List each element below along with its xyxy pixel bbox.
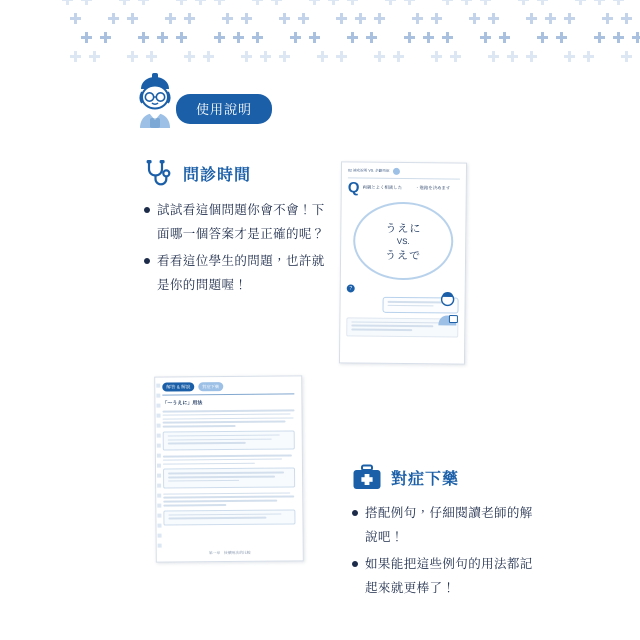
explanation-tag-sub: 對症下藥: [198, 382, 223, 391]
explanation-body-lines: [162, 409, 295, 525]
choice-vs: VS.: [396, 236, 410, 246]
doctor-illustration-icon: [434, 291, 460, 325]
divider: [162, 393, 294, 395]
question-letter: Q: [347, 179, 360, 197]
usage-badge: 使用說明: [176, 94, 272, 124]
list-item: 看看這位學生的問題，也許就是你的問題喔！: [144, 249, 330, 298]
question-text: 両親とよく相談した 、進路を決めます: [362, 184, 451, 191]
question-row: [342, 178, 466, 196]
example-box-2: [163, 468, 295, 488]
header-dot-icon: [392, 168, 399, 175]
list-item: 試試看這個問題你會不會！下面哪一個答案才是正確的呢？: [144, 198, 330, 247]
explanation-page-figure: [155, 376, 303, 562]
section-consultation: [144, 158, 330, 300]
explanation-footer: 第一章 接續用法的比較: [208, 550, 251, 556]
doctor-avatar: [128, 72, 182, 128]
example-box-1: [163, 430, 295, 450]
section-consultation-title: [144, 158, 330, 188]
section-treatment-label: 對症下藥: [391, 471, 460, 488]
example-box-3: [163, 509, 295, 526]
first-aid-kit-icon: [352, 464, 382, 491]
stethoscope-icon: [144, 158, 174, 188]
choice-bottom: うえで: [385, 249, 422, 262]
section-treatment-bullets: [352, 501, 542, 601]
choice-oval: [353, 201, 454, 280]
section-treatment-title: [352, 464, 542, 491]
question-page-figure: [340, 162, 466, 364]
student-badge: ?: [347, 284, 355, 292]
explanation-page-preview: [154, 375, 304, 562]
section-consultation-bullets: [144, 198, 330, 298]
list-item: 搭配例句，仔細閱讀老師的解說吧！: [352, 501, 542, 550]
explanation-tag-main: 解答 & 解說: [162, 382, 194, 391]
cross-pattern-band: [62, 0, 640, 70]
question-page-preview: [339, 161, 467, 364]
choice-top: うえに: [385, 222, 422, 235]
question-page-header-text: 02 補充說明 VS. 企劃再說: [347, 168, 390, 173]
section-treatment: [352, 464, 542, 603]
question-page-header: [342, 162, 466, 175]
explanation-subtitle: 「～うえに」用法: [162, 400, 203, 407]
list-item: 如果能把這些例句的用法都記起來就更棒了！: [352, 552, 542, 601]
usage-header: [128, 72, 272, 128]
section-consultation-label: 問診時間: [183, 166, 252, 184]
explanation-page-header: [155, 376, 301, 391]
